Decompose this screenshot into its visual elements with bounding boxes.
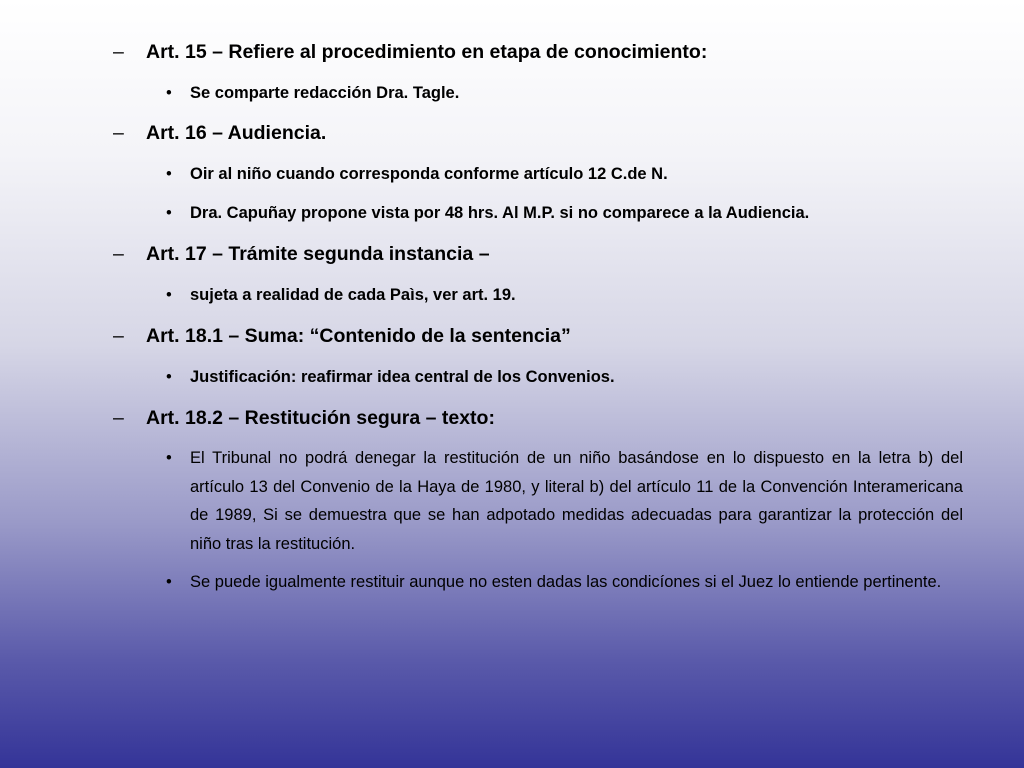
dash-marker: – <box>113 41 124 63</box>
bullet-text: Se comparte redacción Dra. Tagle. <box>190 84 460 102</box>
bullet-marker: • <box>166 84 172 102</box>
bullet-marker: • <box>166 286 172 304</box>
dash-marker: – <box>113 122 124 144</box>
bullet-text: Se puede igualmente restituir aunque no esten dadas las condicíones si el Juez lo entiende pertinente. <box>190 573 942 591</box>
bullet-text: Oir al niño cuando corresponda conforme artículo 12 C.de N. <box>190 165 668 183</box>
bullet-text: El Tribunal no podrá denegar la restitución de un niño basándose en lo dispuesto en la letra b) del artículo 13 del Convenio de la Haya de 1980, y literal b) del artículo 11 de la Convención Interamericana de 1989, Si se demuestra que se han adpotado medidas adecuadas para garantizar la protección del niño tras la restitución. <box>190 449 963 554</box>
article-title: Art. 16 – Audiencia. <box>146 122 327 144</box>
bullet-marker: • <box>166 368 172 386</box>
article-title: Art. 17 – Trámite segunda instancia – <box>146 243 490 265</box>
bullet-marker: • <box>166 204 172 222</box>
bullet-text: sujeta a realidad de cada Paìs, ver art. 19. <box>190 286 516 304</box>
dash-marker: – <box>113 243 124 265</box>
article-title: Art. 15 – Refiere al procedimiento en etapa de conocimiento: <box>146 41 708 63</box>
dash-marker: – <box>113 407 124 429</box>
bullet-marker: • <box>166 573 172 591</box>
article-title: Art. 18.1 – Suma: “Contenido de la sentencia” <box>146 325 571 347</box>
article-title: Art. 18.2 – Restitución segura – texto: <box>146 407 495 429</box>
dash-marker: – <box>113 325 124 347</box>
bullet-text: Dra. Capuñay propone vista por 48 hrs. Al M.P. si no comparece a la Audiencia. <box>190 204 810 222</box>
bullet-marker: • <box>166 165 172 183</box>
bullet-text: Justificación: reafirmar idea central de los Convenios. <box>190 368 615 386</box>
bullet-marker: • <box>166 449 172 467</box>
